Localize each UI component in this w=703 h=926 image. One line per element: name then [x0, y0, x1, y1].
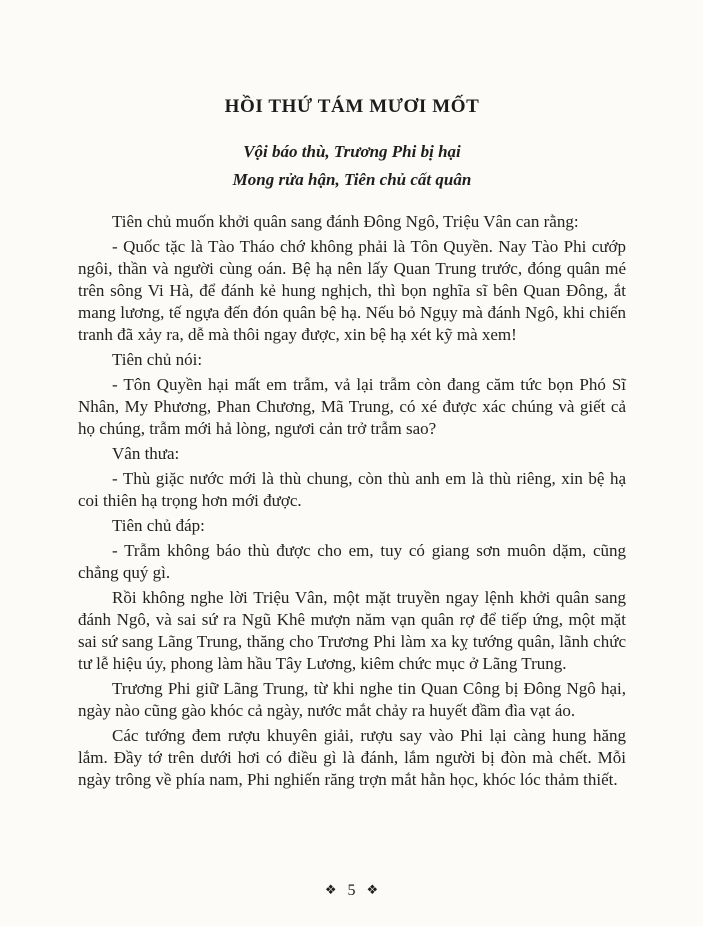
- page-footer: [0, 882, 703, 900]
- paragraph: - Thù giặc nước mới là thù chung, còn thù anh em là thù riêng, xin bệ hạ coi thiên hạ trọng hơn mới được.: [78, 469, 626, 510]
- paragraph: - Tôn Quyền hại mất em trẫm, vả lại trẫm còn đang căm tức bọn Phó Sĩ Nhân, My Phương, Phan Chương, Mã Trung, có xé được xác chúng và giết cả họ chúng, trẫm mới hả lòng, ngươi cản trở trẫm sao?: [78, 375, 626, 438]
- paragraph: Rồi không nghe lời Triệu Vân, một mặt truyền ngay lệnh khởi quân sang đánh Ngô, và sai sứ ra Ngũ Khê mượn năm vạn quân rợ để tiếp ứng, một mặt sai sứ sang Lãng Trung, thăng cho Trương Phi làm xa kỵ tướng quân, lãnh chức tư lễ hiệu úy, phong làm hầu Tây Lương, kiêm chức mục ở Lãng Trung.: [78, 588, 626, 673]
- subtitle-line-1: Vội báo thù, Trương Phi bị hại: [243, 142, 461, 161]
- page-number: 5: [347, 882, 356, 899]
- paragraph: Các tướng đem rượu khuyên giải, rượu say vào Phi lại càng hung hăng lắm. Đầy tớ trên dưới hơi có điều gì là đánh, lắm người bị đòn mà chết. Mỗi ngày trông về phía nam, Phi nghiến răng trợn mắt hằn học, khóc lóc thảm thiết.: [78, 726, 626, 789]
- footer-ornament-left-icon: ❖: [324, 883, 337, 898]
- subtitle-line-2: Mong rửa hận, Tiên chủ cất quân: [232, 170, 472, 189]
- paragraph: Vân thưa:: [112, 444, 180, 463]
- paragraph: - Quốc tặc là Tào Tháo chớ không phải là Tôn Quyền. Nay Tào Phi cướp ngôi, thần và người cùng oán. Bệ hạ nên lấy Quan Trung trước, đóng quân mé trên sông Vi Hà, để đánh kẻ hung nghịch, thì bọn nghĩa sĩ bên Quan Đông, ắt mang lương, tế ngựa đến đón quân bệ hạ. Nếu bỏ Ngụy mà đánh Ngô, khi chiến tranh đã xảy ra, dễ mà thôi ngay được, xin bệ hạ xét kỹ mà xem!: [78, 237, 626, 344]
- paragraph: Tiên chủ đáp:: [112, 516, 205, 535]
- chapter-subtitle: [78, 138, 626, 194]
- paragraph: - Trẫm không báo thù được cho em, tuy có giang sơn muôn dặm, cũng chẳng quý gì.: [78, 541, 626, 582]
- paragraph: Tiên chủ muốn khởi quân sang đánh Đông Ngô, Triệu Vân can rằng:: [112, 212, 579, 231]
- footer-ornament-right-icon: ❖: [366, 883, 379, 898]
- paragraph: Tiên chủ nói:: [112, 350, 203, 369]
- body-text: [78, 211, 626, 791]
- paragraph: Trương Phi giữ Lãng Trung, từ khi nghe tin Quan Công bị Đông Ngô hại, ngày nào cũng gào khóc cả ngày, nước mắt chảy ra huyết đầm đìa vạt áo.: [78, 679, 626, 720]
- chapter-title: HỒI THỨ TÁM MƯƠI MỐT: [224, 96, 480, 117]
